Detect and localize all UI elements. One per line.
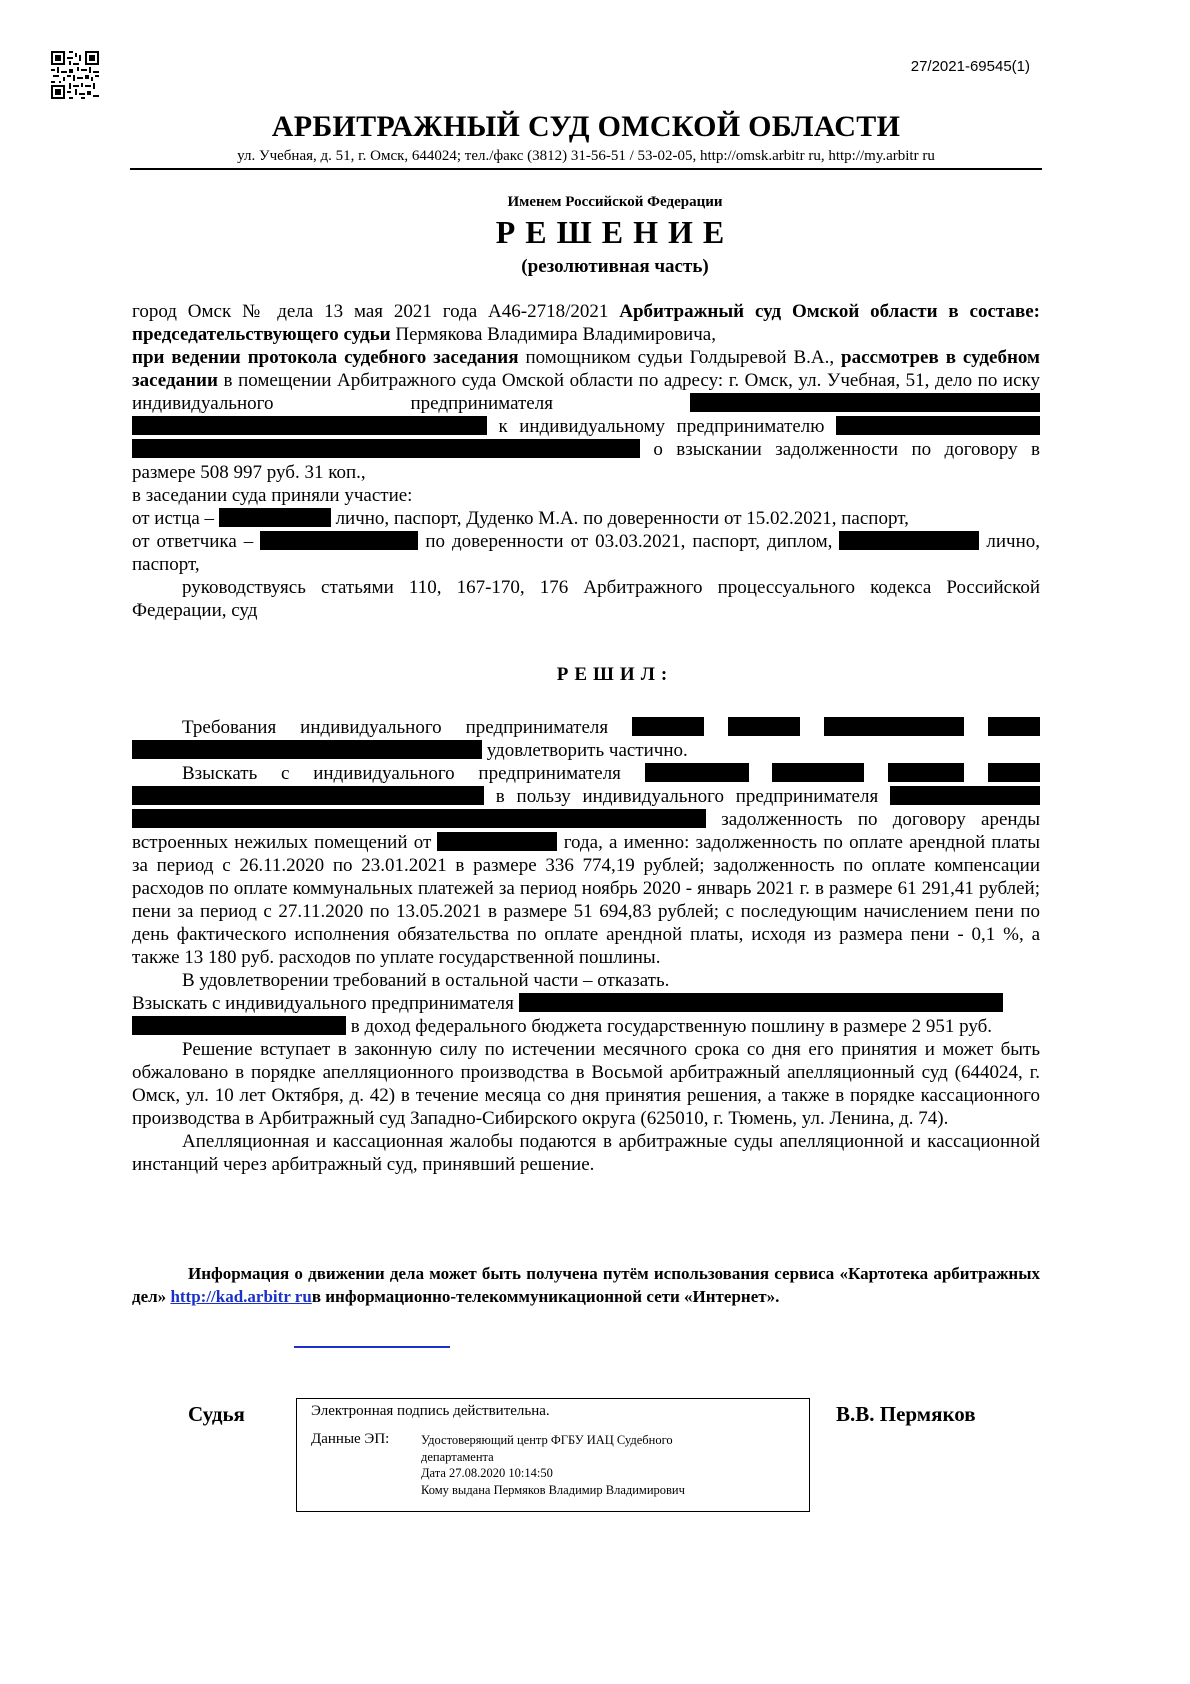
r2-details: года, а именно: задолженность по оплате арендной платы за период с 26.11.2020 по 23.01.2021 в размере 336 774,19 рублей; задолженность по оплате компенсации расходов по оплате коммунальных платежей за период ноябрь 2020 - январь 2021 г. в размере 61 291,41 рублей; пени за период с 27.11.2020 по 13.05.2021 в размере 51 694,83 рублей; с последующим начислением пени по день фактического исполнения обязательства по оплате арендной платы, исходя из размера пени - 0,1 %, а также 13 180 руб. расходов по уплате государственной пошлины. (132, 832, 1041, 968)
decision-item-4 (132, 992, 1040, 1038)
redaction-block (690, 393, 1040, 412)
decision-item-3: В удовлетворении требований в остальной части – отказать. (182, 970, 670, 991)
plaintiff-rep-text: лично, паспорт, Дуденко М.А. по доверенности от 15.02.2021, паспорт, (330, 508, 909, 529)
redaction-block (839, 531, 979, 550)
redaction-block (824, 717, 964, 736)
redaction-block (632, 717, 704, 736)
intro-judge-name: Пермякова Владимира Владимировича, (390, 324, 716, 345)
kad-arbitr-link[interactable]: http://kad.arbitr ru (170, 1287, 312, 1306)
decision-subtitle: (резолютивная часть) (521, 256, 709, 277)
intro-paragraph (132, 300, 1040, 346)
intro-claim-amount: о взыскании задолженности по договору в размере 508 997 руб. 31 коп., (132, 439, 1040, 483)
defendant-label: от ответчика – (132, 531, 254, 552)
r2-text: Взыскать с индивидуального предпринимателя (182, 763, 621, 784)
in-the-name-line: Именем Российской Федерации (507, 194, 723, 210)
signature-issued-to: Кому выдана Пермяков Владимир Владимирович (421, 1482, 685, 1497)
redaction-block (645, 763, 749, 782)
redaction-block (132, 786, 484, 805)
e-signature-stamp (296, 1398, 810, 1512)
info-text-end: в информационно-телекоммуникационной сети «Интернет». (311, 1287, 780, 1306)
signature-issuer-cont: департамента (421, 1449, 494, 1464)
intro-plaintiff-rep (132, 507, 1040, 530)
decision-item-5: Решение вступает в законную силу по истечении месячного срока со дня его принятия и может быть обжаловано в порядке апелляционного производства в Восьмой арбитражный апелляционный суд (644024, г. Омск, ул. 10 лет Октября, д. 42) в течение месяца со дня принятия решения, а также в порядке кассационного производства в Арбитражный суд Западно-Сибирского округа (625010, г. Тюмень, ул. Ленина, д. 74). (132, 1039, 1040, 1129)
intro-case-paragraph (132, 346, 1040, 484)
signature-date: Дата 27.08.2020 10:14:50 (421, 1466, 553, 1480)
redaction-block (132, 416, 487, 435)
signature-data-label: Данные ЭП: (311, 1431, 390, 1447)
signature-valid: Электронная подпись действительна. (311, 1403, 550, 1419)
decision-item-6: Апелляционная и кассационная жалобы подаются в арбитражные суды апелляционной и кассационной инстанций через арбитражный суд, принявший решение. (132, 1131, 1040, 1175)
decision-item-1 (132, 716, 1040, 762)
redaction-block (772, 763, 864, 782)
decision-title: РЕШЕНИЕ (495, 214, 735, 250)
info-text: Информация о движении дела может быть получена путём использования сервиса «Картотека арбитражных дел» (132, 1264, 1040, 1306)
intro-assistant: помощником судьи Голдыревой В.А., (518, 347, 842, 368)
redaction-block (988, 717, 1040, 736)
redaction-block (519, 993, 1003, 1012)
signature-issuer: Удостоверяющий центр ФГБУ ИАЦ Судебного (421, 1433, 673, 1447)
redaction-block (260, 531, 418, 550)
redaction-block (836, 416, 1040, 435)
header-divider (130, 168, 1042, 170)
r4-text: Взыскать с индивидуального предпринимателя (132, 993, 514, 1014)
redaction-block (219, 508, 331, 527)
blue-divider (294, 1346, 450, 1348)
defendant-personal: лично, паспорт, (132, 531, 1040, 575)
decision-item-2 (132, 762, 1040, 969)
redaction-block (132, 809, 706, 828)
intro-bold-protocol: при ведении протокола судебного заседания (132, 347, 519, 368)
redaction-block (728, 717, 800, 736)
qr-code (51, 51, 99, 99)
intro-defendant-text: к индивидуальному предпринимателю (487, 416, 825, 437)
r1-result: удовлетворить частично. (482, 740, 688, 761)
redaction-block (132, 439, 640, 458)
redaction-block (132, 740, 482, 759)
case-registration-number: 27/2021-69545(1) (910, 58, 1030, 75)
judge-name: В.В. Пермяков (836, 1402, 976, 1426)
defendant-rep-text: по доверенности от 03.03.2021, паспорт, диплом, (418, 531, 833, 552)
resolved-heading: РЕШИЛ: (556, 664, 674, 685)
judge-label: Судья (188, 1402, 245, 1426)
case-info-notice (132, 1262, 1040, 1308)
redaction-block (988, 763, 1040, 782)
plaintiff-label: от истца – (132, 508, 215, 529)
court-title: АРБИТРАЖНЫЙ СУД ОМСКОЙ ОБЛАСТИ (271, 110, 901, 143)
r1-text: Требования индивидуального предпринимателя (182, 717, 609, 738)
redaction-block (890, 786, 1040, 805)
intro-defendant-rep (132, 530, 1040, 576)
r2-debt: задолженность по договору аренды встроенных нежилых помещений от (132, 809, 1040, 853)
intro-bold-considered: рассмотрев в судебном заседании (132, 347, 1040, 391)
redaction-block (132, 1016, 346, 1035)
intro-section (132, 300, 1040, 622)
intro-participants: в заседании суда приняли участие: (132, 485, 413, 506)
r2-beneficiary: в пользу индивидуального предпринимателя (484, 786, 879, 807)
intro-address-claim: в помещении Арбитражного суда Омской области по адресу: г. Омск, ул. Учебная, 51, дело по иску индивидуального предпринимателя (132, 370, 1040, 414)
r4-duty: в доход федерального бюджета государственную пошлину в размере 2 951 руб. (346, 1016, 992, 1037)
operative-section (132, 716, 1040, 1176)
intro-guided-by: руководствуясь статьями 110, 167-170, 176 Арбитражного процессуального кодекса Российской Федерации, суд (132, 577, 1040, 621)
court-address: ул. Учебная, д. 51, г. Омск, 644024; тел./факс (3812) 31-56-51 / 53-02-05, http://omsk.arbitr ru, http://my.arbitr ru (237, 148, 935, 164)
intro-city-date: город Омск № дела 13 мая 2021 года А46-2718/2021 (132, 301, 620, 322)
redaction-block (437, 832, 557, 851)
redaction-block (888, 763, 964, 782)
intro-court-composition: Арбитражный суд Омской области в составе: председательствующего судьи (132, 301, 1040, 345)
signature-data (421, 1432, 751, 1498)
